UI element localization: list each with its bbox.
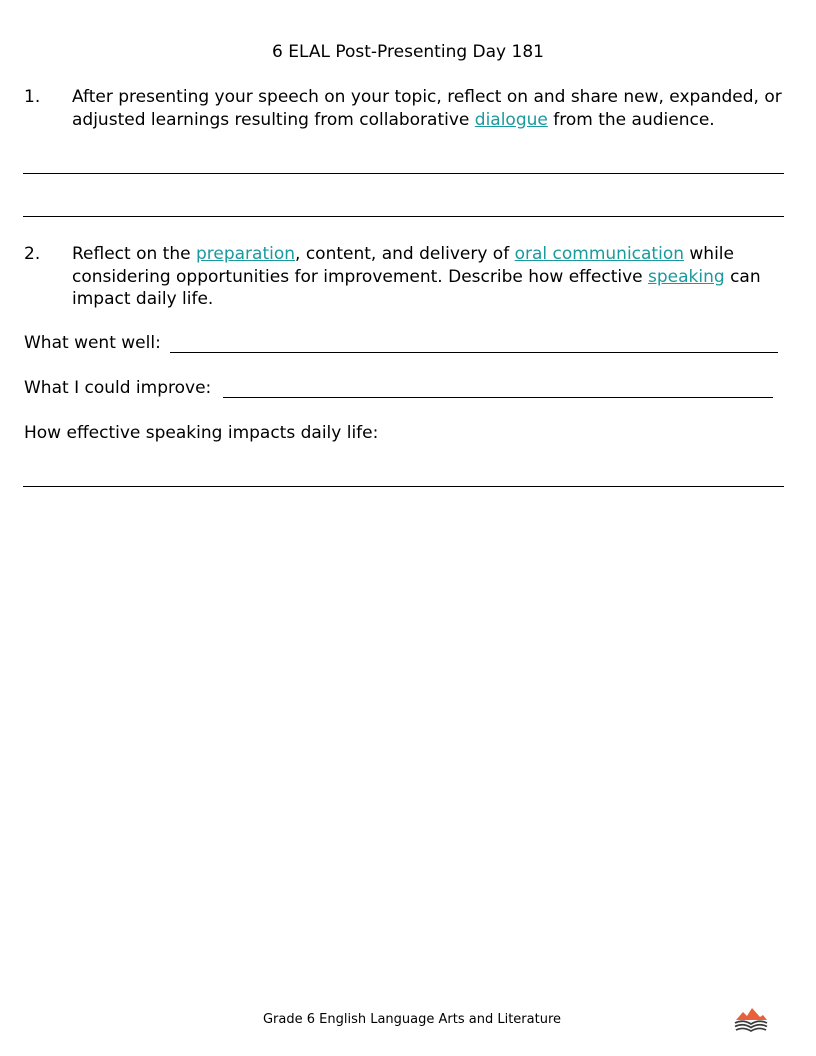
question-text bbox=[72, 243, 784, 311]
glossary-link-dialogue[interactable]: dialogue bbox=[474, 109, 548, 130]
question-1 bbox=[24, 86, 784, 131]
answer-line[interactable] bbox=[23, 173, 784, 174]
could-improve-answer-line[interactable] bbox=[223, 397, 773, 398]
open-book-mountain-logo-icon bbox=[733, 1006, 769, 1032]
question-number: 1. bbox=[24, 87, 41, 107]
answer-line[interactable] bbox=[23, 216, 784, 217]
question-number: 2. bbox=[24, 244, 41, 264]
question-text-segment: Reflect on the bbox=[72, 244, 196, 264]
question-text-segment: while considering opportunities for improvement. Describe how effective bbox=[72, 244, 734, 287]
glossary-link-oral-communication[interactable]: oral communication bbox=[514, 244, 684, 264]
prompt-could-improve bbox=[24, 377, 211, 399]
question-text bbox=[72, 86, 784, 131]
glossary-link-preparation[interactable]: preparation bbox=[195, 244, 296, 264]
prompt-label: How effective speaking impacts daily life: bbox=[24, 423, 379, 443]
page-title: 6 ELAL Post-Presenting Day 181 bbox=[272, 42, 544, 62]
went-well-answer-line[interactable] bbox=[170, 352, 778, 353]
prompt-label: What went well: bbox=[24, 333, 161, 353]
question-text-segment: from the audience. bbox=[547, 109, 715, 130]
prompt-label: What I could improve: bbox=[24, 378, 212, 398]
question-text-segment: , content, and delivery of bbox=[295, 244, 515, 264]
glossary-link-speaking[interactable]: speaking bbox=[648, 266, 725, 287]
prompt-daily-life bbox=[24, 422, 378, 444]
prompt-went-well bbox=[24, 332, 161, 354]
question-text-segment: can impact daily life. bbox=[72, 266, 761, 309]
footer-text: Grade 6 English Language Arts and Literature bbox=[262, 1012, 562, 1027]
daily-life-answer-line[interactable] bbox=[23, 486, 784, 487]
question-2 bbox=[24, 243, 784, 311]
question-text-segment: After presenting your speech on your topic, reflect on and share new, expanded, or adjusted learnings resulting from collaborative bbox=[72, 87, 782, 130]
